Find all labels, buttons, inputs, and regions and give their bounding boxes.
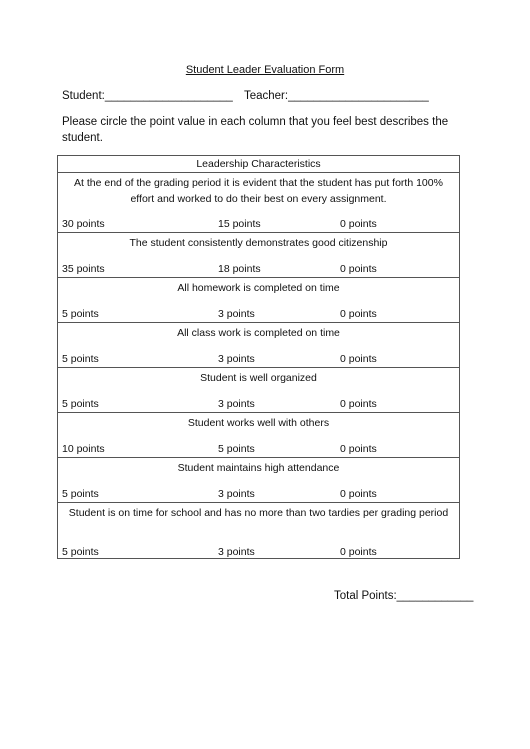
criterion-text: All class work is completed on time	[177, 327, 340, 339]
points-option[interactable]: 35 points	[62, 263, 105, 275]
total-points-field[interactable]: Total Points:____________	[334, 590, 474, 602]
points-row	[58, 441, 459, 457]
points-option[interactable]: 3 points	[218, 353, 255, 365]
points-option[interactable]: 30 points	[62, 218, 105, 230]
points-option[interactable]: 0 points	[340, 546, 377, 558]
criterion-text: The student consistently demonstrates good citizenship	[129, 237, 388, 249]
points-row	[58, 216, 459, 232]
points-option[interactable]: 0 points	[340, 218, 377, 230]
points-option[interactable]: 15 points	[218, 218, 261, 230]
page-title: Student Leader Evaluation Form	[185, 64, 345, 76]
points-option[interactable]: 5 points	[62, 546, 99, 558]
criterion-row	[58, 368, 459, 413]
points-option[interactable]: 3 points	[218, 488, 255, 500]
points-option[interactable]: 5 points	[218, 443, 255, 455]
points-row	[58, 396, 459, 412]
points-option[interactable]: 0 points	[340, 263, 377, 275]
criterion-row	[58, 503, 459, 560]
points-option[interactable]: 3 points	[218, 308, 255, 320]
criterion-row	[58, 458, 459, 503]
points-row	[58, 261, 459, 277]
points-option[interactable]: 0 points	[340, 353, 377, 365]
criterion-row	[58, 323, 459, 368]
points-row	[58, 351, 459, 367]
points-option[interactable]: 0 points	[340, 443, 377, 455]
criterion-text: Student is well organized	[200, 372, 317, 384]
points-option[interactable]: 10 points	[62, 443, 105, 455]
points-option[interactable]: 18 points	[218, 263, 261, 275]
evaluation-table	[57, 155, 460, 559]
points-row	[58, 306, 459, 322]
points-option[interactable]: 3 points	[218, 398, 255, 410]
points-option[interactable]: 0 points	[340, 488, 377, 500]
teacher-field[interactable]: Teacher:______________________	[243, 90, 429, 102]
criterion-row	[58, 413, 459, 458]
name-fields	[62, 90, 429, 102]
criterion-text: Student is on time for school and has no more than two tardies per grading period	[68, 507, 449, 519]
criterion-text: All homework is completed on time	[177, 282, 340, 294]
points-option[interactable]: 3 points	[218, 546, 255, 558]
points-option[interactable]: 5 points	[62, 353, 99, 365]
criterion-row	[58, 233, 459, 278]
instructions: Please circle the point value in each column that you feel best describes the student.	[62, 116, 449, 144]
points-option[interactable]: 5 points	[62, 488, 99, 500]
student-field[interactable]: Student:____________________	[62, 90, 233, 102]
criterion-row	[58, 278, 459, 323]
points-option[interactable]: 5 points	[62, 398, 99, 410]
points-option[interactable]: 0 points	[340, 398, 377, 410]
criterion-text: Student maintains high attendance	[177, 462, 340, 474]
points-option[interactable]: 0 points	[340, 308, 377, 320]
points-row	[58, 486, 459, 502]
points-option[interactable]: 5 points	[62, 308, 99, 320]
table-header: Leadership Characteristics	[58, 156, 459, 173]
criterion-text: Student works well with others	[187, 417, 330, 429]
points-row	[58, 544, 459, 560]
criterion-text: At the end of the grading period it is evident that the student has put forth 100% effort and worked to do their best on every assignment.	[74, 177, 443, 205]
criterion-row	[58, 173, 459, 233]
